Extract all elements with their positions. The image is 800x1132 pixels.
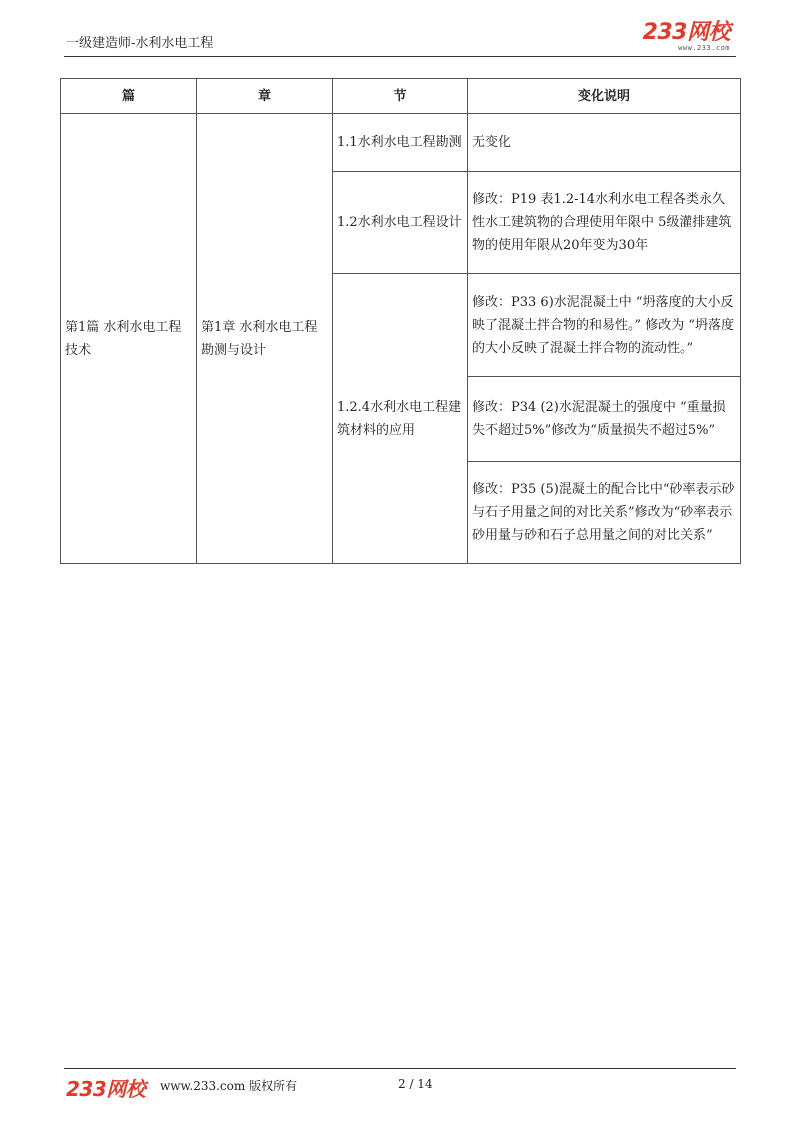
- column-header-part: 篇: [61, 79, 197, 114]
- change-cell: 无变化: [468, 114, 741, 172]
- footer-logo: 233网校: [66, 1077, 146, 1101]
- page-footer: [64, 1068, 736, 1101]
- column-header-description: 变化说明: [468, 79, 741, 114]
- page-number: 2 / 14: [398, 1077, 433, 1091]
- table-row: [61, 114, 741, 172]
- changes-table: [60, 78, 741, 564]
- document-title: 一级建造师-水利水电工程: [66, 36, 214, 51]
- section-cell: 1.2水利水电工程设计: [333, 172, 468, 274]
- brand-logo: [643, 22, 730, 52]
- table-header-row: [61, 79, 741, 114]
- column-header-chapter: 章: [197, 79, 333, 114]
- brand-logo-text: 233网校: [642, 20, 730, 45]
- footer-copyright: www.233.com 版权所有: [160, 1079, 298, 1093]
- change-cell: 修改：P35 (5)混凝土的配合比中“砂率表示砂与石子用量之间的对比关系”修改为“砂率表示砂用量与砂和石子总用量之间的对比关系”: [468, 462, 741, 564]
- change-cell: 修改：P33 6)水泥混凝土中 “坍落度的大小反映了混凝土拌合物的和易性。” 修改为 “坍落度的大小反映了混凝土拌合物的流动性。”: [468, 274, 741, 377]
- column-header-section: 节: [333, 79, 468, 114]
- brand-logo-url: www.233.com: [678, 44, 730, 52]
- section-cell: 1.1水利水电工程勘测: [333, 114, 468, 172]
- page-header: [64, 0, 736, 57]
- change-cell: 修改：P19 表1.2-14水利水电工程各类永久性水工建筑物的合理使用年限中 5级灌排建筑物的使用年限从20年变为30年: [468, 172, 741, 274]
- part-cell: 第1篇 水利水电工程技术: [61, 114, 197, 564]
- section-cell: 1.2.4水利水电工程建筑材料的应用: [333, 274, 468, 564]
- change-cell: 修改：P34 (2)水泥混凝土的强度中 “重量损失不超过5%”修改为“质量损失不超过5%”: [468, 377, 741, 462]
- chapter-cell: 第1章 水利水电工程勘测与设计: [197, 114, 333, 564]
